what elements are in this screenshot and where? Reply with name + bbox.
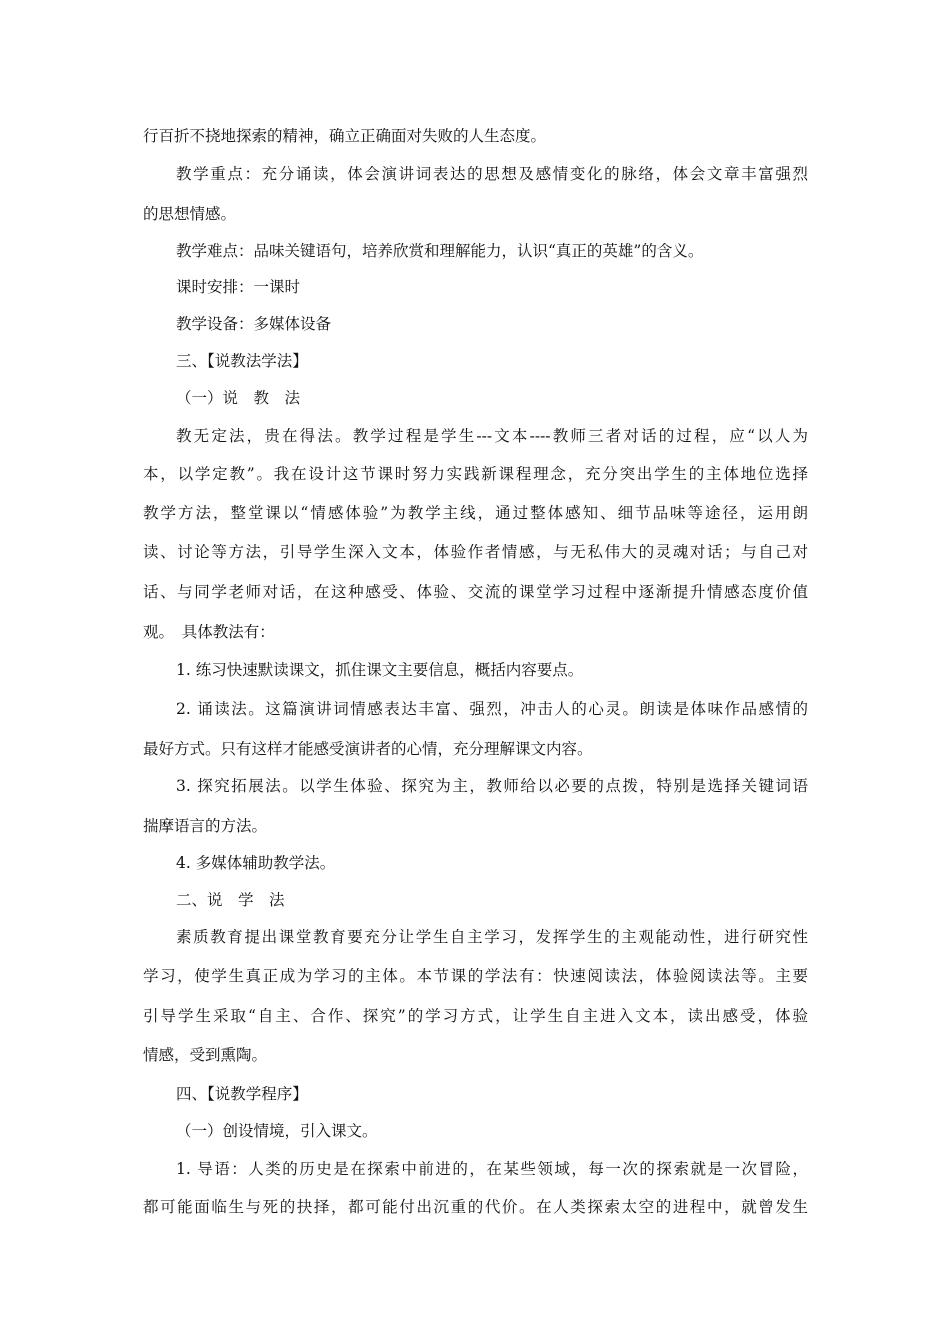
text-line: 教学重点：充分诵读，体会演讲词表达的思想及感情变化的脉络，体会文章丰富强烈 (176, 165, 808, 183)
text-line: 都可能面临生与死的抉择，都可能付出沉重的代价。在人类探索太空的进程中，就曾发生 (143, 1198, 808, 1216)
subsection-heading: （一）说 教 法 (176, 389, 301, 407)
text-line: 的思想情感。 (143, 205, 237, 223)
text-line: 最好方式。只有这样才能感受演讲者的心情，充分理解课文内容。 (143, 740, 593, 758)
text-line: 观。 具体教法有： (143, 623, 275, 641)
text-line: 行百折不挠地探索的精神，确立正确面对失败的人生态度。 (143, 127, 547, 145)
list-item: 3. 探究拓展法。以学生体验、探究为主，教师给以必要的点拨，特别是选择关键词语 (176, 777, 808, 795)
text-line: 教学方法，整堂课以“情感体验”为教学主线，通过整体感知、细节品味等途径，运用朗 (143, 504, 808, 522)
section-heading: 三、【说教法学法】 (176, 352, 308, 370)
text-line: 教学设备：多媒体设备 (176, 315, 332, 333)
text-line: 读、讨论等方法，引导学生深入文本，体验作者情感，与无私伟大的灵魂对话；与自己对 (143, 543, 808, 561)
text-line: 学习，使学生真正成为学习的主体。本节课的学法有：快速阅读法，体验阅读法等。主要 (143, 967, 808, 985)
section-heading: 四、【说教学程序】 (176, 1085, 308, 1103)
list-item: 1. 导语：人类的历史是在探索中前进的，在某些领域，每一次的探索就是一次冒险， (176, 1160, 808, 1178)
list-item: 2. 诵读法。这篇演讲词情感表达丰富、强烈，冲击人的心灵。朗读是体味作品感情的 (176, 700, 808, 718)
text-line: 教无定法，贵在得法。教学过程是学生---文本----教师三者对话的过程，应“以人为 (176, 427, 808, 445)
text-line: 情感，受到熏陶。 (143, 1046, 268, 1064)
text-line: 素质教育提出课堂教育要充分让学生自主学习，发挥学生的主观能动性，进行研究性 (176, 928, 808, 946)
text-line: 教学难点：品味关键语句，培养欣赏和理解能力，认识“真正的英雄”的含义。 (176, 242, 704, 260)
list-item: 1. 练习快速默读课文，抓住课文主要信息，概括内容要点。 (176, 661, 584, 679)
list-item: 4. 多媒体辅助教学法。 (176, 854, 336, 872)
text-line: 本，以学定教”。我在设计这节课时努力实践新课程理念，充分突出学生的主体地位选择 (143, 465, 808, 483)
text-line: 课时安排：一课时 (176, 278, 301, 296)
subsection-heading: （一）创设情境，引入课文。 (176, 1122, 378, 1140)
text-line: 话、与同学老师对话，在这种感受、体验、交流的课堂学习过程中逐渐提升情感态度价值 (143, 583, 808, 601)
subsection-heading: 二、说 学 法 (176, 891, 285, 909)
text-line: 揣摩语言的方法。 (143, 817, 268, 835)
text-line: 引导学生采取“自主、合作、探究”的学习方式，让学生自主进入文本，读出感受，体验 (143, 1007, 808, 1025)
